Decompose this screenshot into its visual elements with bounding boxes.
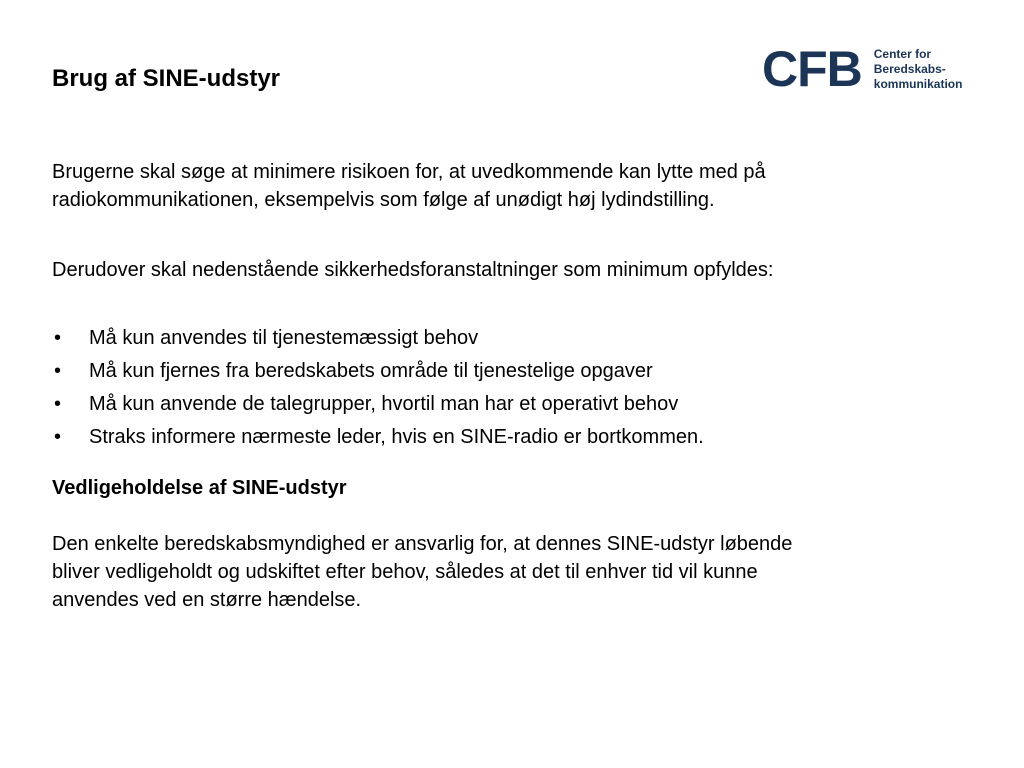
bullet-icon: • <box>54 426 62 448</box>
list-item-text: Må kun anvendes til tjenestemæssigt behov <box>89 327 479 349</box>
logo-mark: CFB <box>762 41 862 97</box>
list-item-text: Må kun fjernes fra beredskabets område til tjenestelige opgaver <box>89 360 653 382</box>
cfb-logo <box>762 41 963 97</box>
requirements-list <box>52 322 812 454</box>
slide-body <box>52 158 812 614</box>
list-item <box>52 421 812 454</box>
bullet-icon: • <box>54 360 62 382</box>
logo-text-line-3: kommunikation <box>873 76 963 91</box>
list-item-text: Må kun anvende de talegrupper, hvortil man har et operativt behov <box>89 393 679 415</box>
list-item <box>52 322 812 355</box>
logo-text-line-2: Beredskabs- <box>873 61 946 76</box>
slide-title: Brug af SINE-udstyr <box>52 65 281 92</box>
list-item <box>52 355 812 388</box>
bullet-icon: • <box>54 327 62 349</box>
maintenance-paragraph: Den enkelte beredskabsmyndighed er ansvarlig for, at dennes SINE-udstyr løbende bliver vedligeholdt og udskiftet efter behov, således at det til enhver tid vil kunne anvendes ved en større hændelse. <box>52 533 793 611</box>
list-item-text: Straks informere nærmeste leder, hvis en SINE-radio er bortkommen. <box>89 426 704 448</box>
intro-paragraph: Brugerne skal søge at minimere risikoen for, at uvedkommende kan lytte med på radiokommunikationen, eksempelvis som følge af unødigt høj lydindstilling. <box>52 161 766 211</box>
requirements-paragraph: Derudover skal nedenstående sikkerhedsforanstaltninger som minimum opfyldes: <box>52 259 774 281</box>
logo-text-line-1: Center for <box>873 46 932 61</box>
bullet-icon: • <box>54 393 62 415</box>
logo-text <box>874 47 963 92</box>
maintenance-heading: Vedligeholdelse af SINE-udstyr <box>52 477 347 499</box>
list-item <box>52 388 812 421</box>
